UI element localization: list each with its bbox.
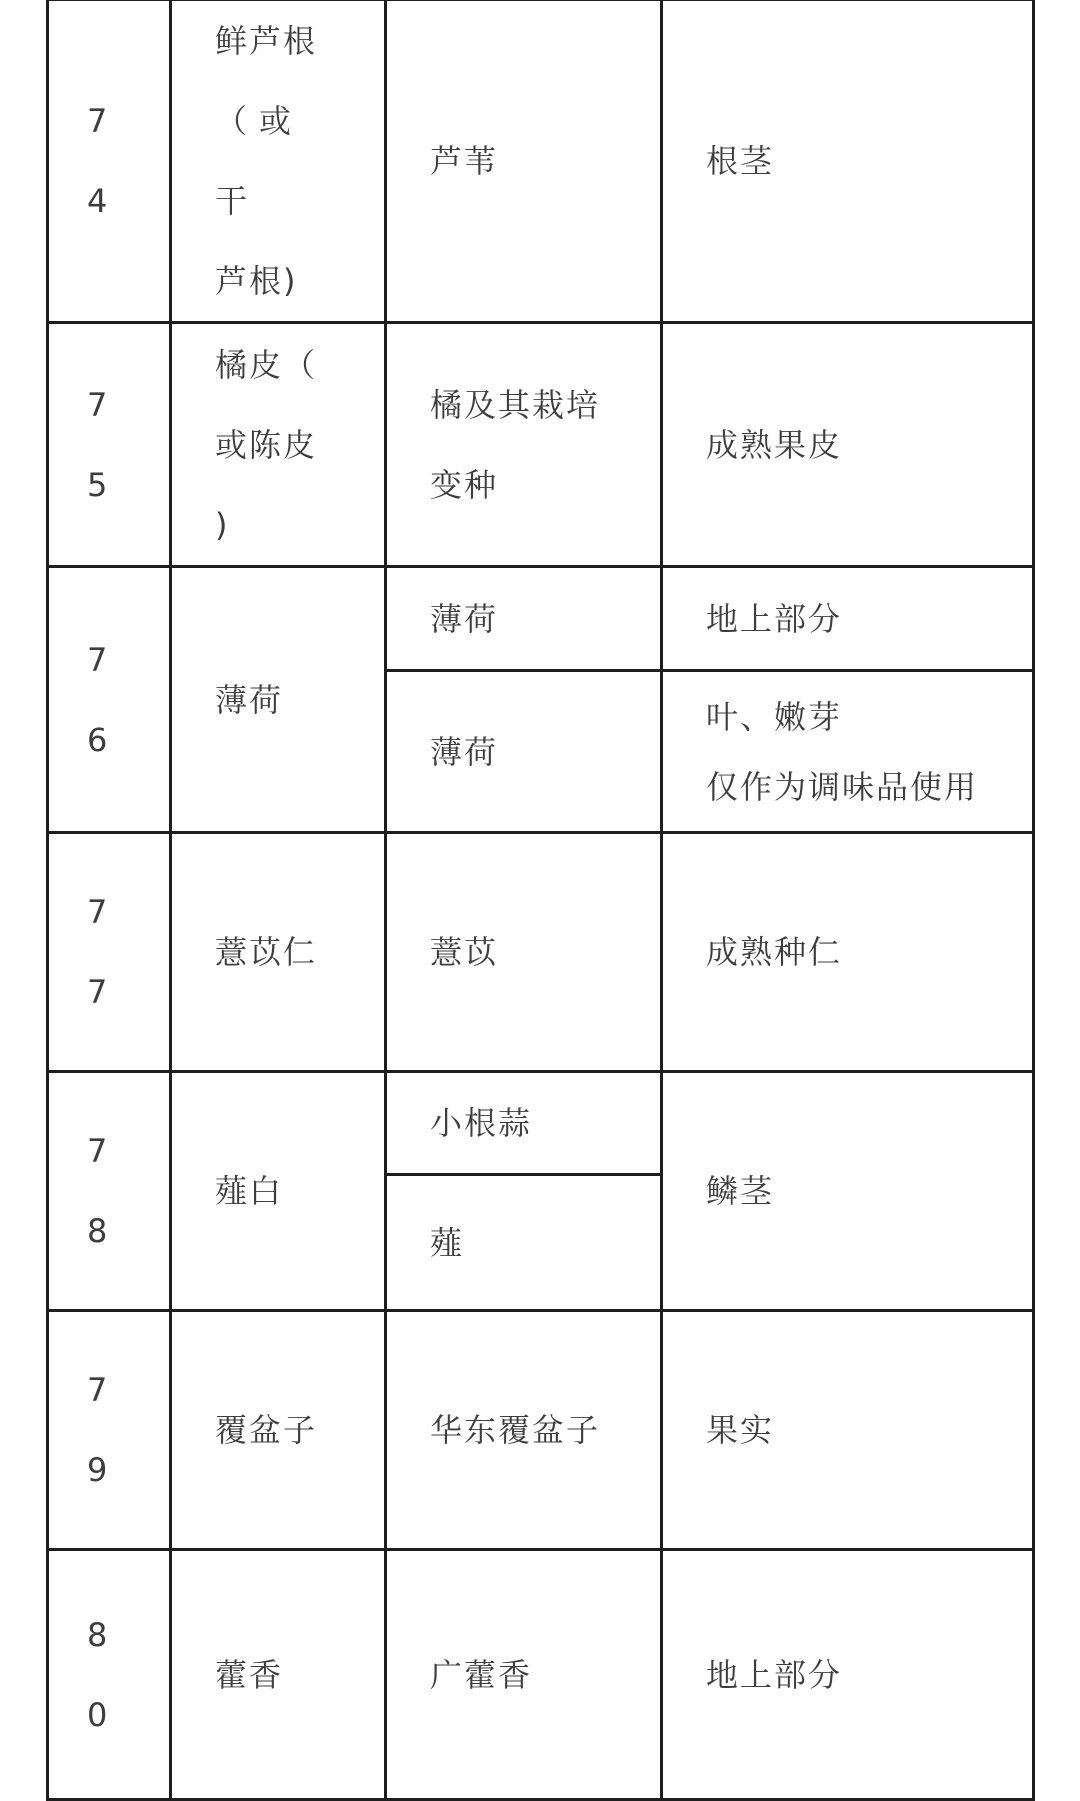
species-cell: 薏苡 [386,833,662,1072]
herb-table [46,0,1035,1801]
species-cell: 芦苇 [386,0,662,323]
item-number: 7 4 [48,0,171,323]
herb-name: 覆盆子 [171,1311,386,1550]
herb-name: 鲜芦根 （或干 芦根) [171,0,386,323]
table-row [48,0,1034,323]
table-row [48,833,1034,1072]
part-cell: 鳞茎 [662,1072,1034,1311]
item-number: 7 6 [48,567,171,833]
part-cell: 成熟果皮 [662,323,1034,567]
part-cell: 叶、嫩芽 仅作为调味品使用 [662,671,1034,833]
item-number: 7 7 [48,833,171,1072]
part-cell: 成熟种仁 [662,833,1034,1072]
herb-name: 橘皮（ 或陈皮 ) [171,323,386,567]
table-row [48,1550,1034,1800]
species-cell: 广藿香 [386,1550,662,1800]
part-cell: 地上部分 [662,1550,1034,1800]
table-row [48,567,1034,671]
species-cell: 薄荷 [386,671,662,833]
species-cell: 薤 [386,1175,662,1311]
herb-table-container [46,0,1032,1801]
herb-name: 薄荷 [171,567,386,833]
item-number: 7 9 [48,1311,171,1550]
part-cell: 果实 [662,1311,1034,1550]
species-cell: 华东覆盆子 [386,1311,662,1550]
herb-name: 薤白 [171,1072,386,1311]
part-cell: 根茎 [662,0,1034,323]
part-cell: 地上部分 [662,567,1034,671]
herb-name: 藿香 [171,1550,386,1800]
table-row [48,323,1034,567]
table-row [48,1072,1034,1175]
table-row [48,1311,1034,1550]
species-cell: 小根蒜 [386,1072,662,1175]
herb-name: 薏苡仁 [171,833,386,1072]
item-number: 7 5 [48,323,171,567]
item-number: 7 8 [48,1072,171,1311]
species-cell: 薄荷 [386,567,662,671]
item-number: 8 0 [48,1550,171,1800]
species-cell: 橘及其栽培变种 [386,323,662,567]
